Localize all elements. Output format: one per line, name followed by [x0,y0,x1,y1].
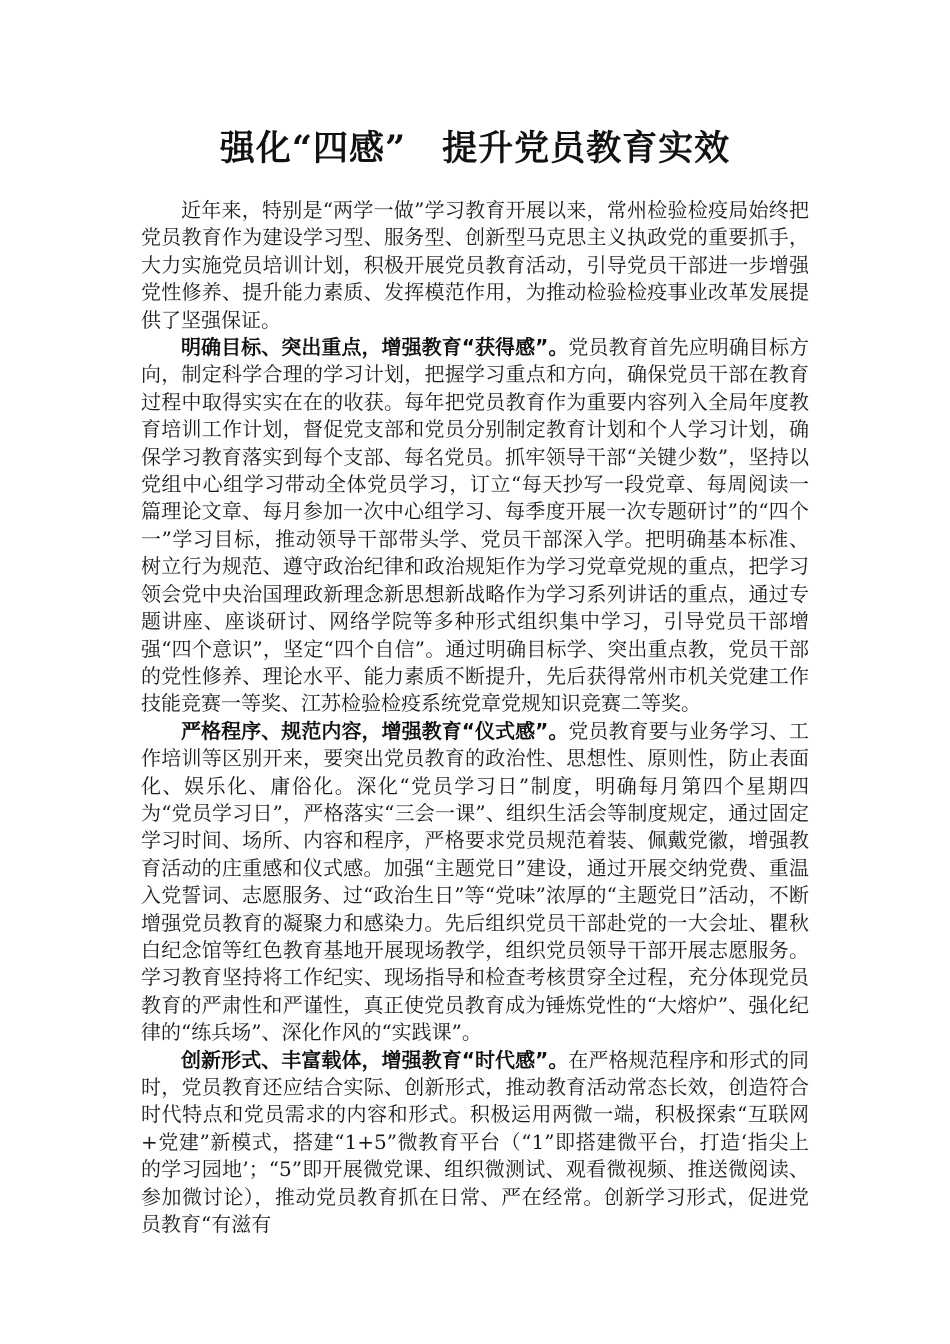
paragraph-lead: 明确目标、突出重点，增强教育“获得感”。 [181,335,569,360]
paragraph-lead: 严格程序、规范内容，增强教育“仪式感”。 [181,718,569,743]
paragraph-ceremony [141,718,809,1047]
paragraph-text: 在严格规范程序和形式的同时，党员教育还应结合实际、创新形式，推动教育活动常态长效，创造符合时代特点和党员需求的内容和形式。积极运用两微一端，积极探索“互联网+党建”新模式，搭建“1+5”微教育平台（“1”即搭建微平台，打造‘指尖上的学习园地’；“5”即开展微党课、组织微测试、观看微视频、推送微阅读、参加微讨论），推动党员教育抓在日常、严在经常。创新学习形式，促进党员教育“有滋有 [141,1047,809,1237]
paragraph-text: 近年来，特别是“两学一做”学习教育开展以来，常州检验检疫局始终把党员教育作为建设学习型、服务型、创新型马克思主义执政党的重要抓手，大力实施党员培训计划，积极开展党员教育活动，引导党员干部进一步增强党性修养、提升能力素质、发挥模范作用，为推动检验检疫事业改革发展提供了坚强保证。 [141,198,809,332]
paragraph-innovation [141,1047,809,1239]
document-title: 强化“四感” 提升党员教育实效 [219,128,731,169]
paragraph-text: 党员教育首先应明确目标方向，制定科学合理的学习计划，把握学习重点和方向，确保党员干部在教育过程中取得实实在在的收获。每年把党员教育作为重要内容列入全局年度教育培训工作计划，督促党支部和党员分别制定教育计划和个人学习计划，确保学习教育落实到每个支部、每名党员。抓牢领导干部“关键少数”，坚持以党组中心组学习带动全体党员学习，订立“每天抄写一段党章、每周阅读一篇理论文章、每月参加一次中心组学习、每季度开展一次专题研讨”的“四个一”学习目标，推动领导干部带头学、党员干部深入学。把明确基本标准、树立行为规范、遵守政治纪律和政治规矩作为学习党章党规的重点，把学习领会党中央治国理政新理念新思想新战略作为学习系列讲话的重点，通过专题讲座、座谈研讨、网络学院等多种形式组织集中学习，引导党员干部增强“四个意识”，坚定“四个自信”。通过明确目标学、突出重点教，党员干部的党性修养、理论水平、能力素质不断提升，先后获得常州市机关党建工作技能竞赛一等奖、江苏检验检疫系统党章党规知识竞赛二等奖。 [141,335,809,716]
paragraph-intro [141,197,809,334]
paragraph-lead: 创新形式、丰富载体，增强教育“时代感”。 [181,1047,569,1072]
paragraph-text: 党员教育要与业务学习、工作培训等区别开来，要突出党员教育的政治性、思想性、原则性，防止表面化、娱乐化、庸俗化。深化“党员学习日”制度，明确每月第四个星期四为“党员学习日”，严格落实“三会一课”、组织生活会等制度规定，通过固定学习时间、场所、内容和程序，严格要求党员规范着装、佩戴党徽，增强教育活动的庄重感和仪式感。加强“主题党日”建设，通过开展交纳党费、重温入党誓词、志愿服务、过“政治生日”等“党味”浓厚的“主题党日”活动，不断增强党员教育的凝聚力和感染力。先后组织党员干部赴党的一大会址、瞿秋白纪念馆等红色教育基地开展现场教学，组织党员领导干部开展志愿服务。学习教育坚持将工作纪实、现场指导和检查考核贯穿全过程，充分体现党员教育的严肃性和严谨性，真正使党员教育成为锤炼党性的“大熔炉”、强化纪律的“练兵场”、深化作风的“实践课”。 [141,718,809,1045]
document-body [141,197,809,1238]
paragraph-goals [141,334,809,718]
